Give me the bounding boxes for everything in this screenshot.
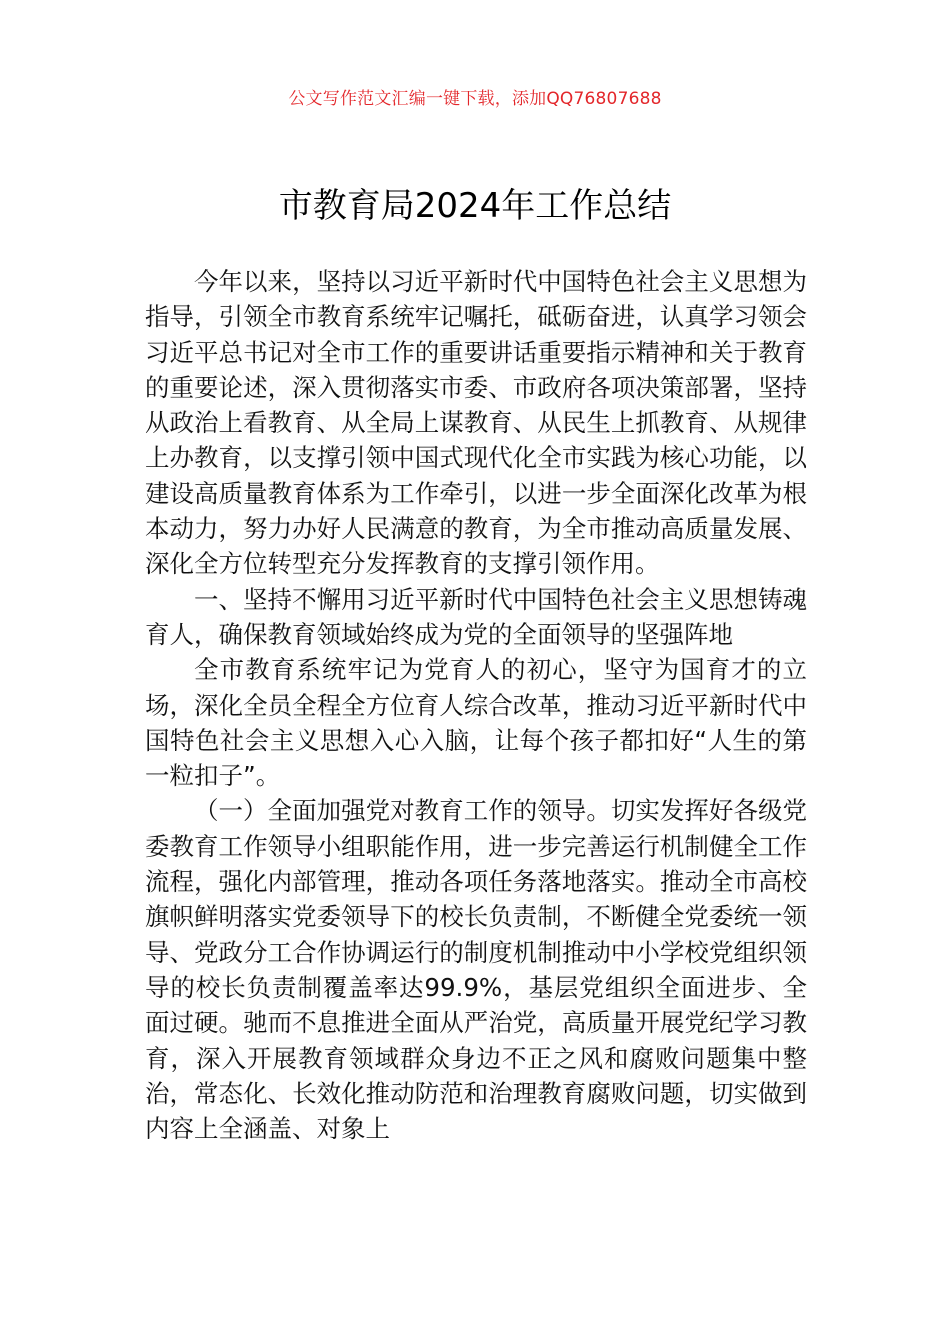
section-1-paragraph: 全市教育系统牢记为党育人的初心，坚守为国育才的立场，深化全员全程全方位育人综合改革，推动习近平新时代中国特色社会主义思想入心入脑，让每个孩子都扣好“人生的第一粒扣子”。 [145, 655, 807, 791]
subsection-1-paragraph: （一）全面加强党对教育工作的领导。切实发挥好各级党委教育工作领导小组职能作用，进一步完善运行机制健全工作流程，强化内部管理，推动各项任务落地落实。推动全市高校旗帜鲜明落实党委领导下的校长负责制，不断健全党委统一领导、党政分工合作协调运行的制度机制推动中小学校党组织领导的校长负责制覆盖率达99.9%，基层党组织全面进步、全面过硬。驰而不息推进全面从严治党，高质量开展党纪学习教育，深入开展教育领域群众身边不正之风和腐败问题集中整治，常态化、长效化推动防范和治理教育腐败问题，切实做到内容上全涵盖、对象上 [145, 796, 807, 1144]
document-body [145, 264, 807, 1146]
document-title: 市教育局2024年工作总结 [278, 186, 672, 226]
intro-paragraph: 今年以来，坚持以习近平新时代中国特色社会主义思想为指导，引领全市教育系统牢记嘱托，砥砺奋进，认真学习领会习近平总书记对全市工作的重要讲话重要指示精神和关于教育的重要论述，深入贯彻落实市委、市政府各项决策部署，坚持从政治上看教育、从全局上谋教育、从民生上抓教育、从规律上办教育，以支撑引领中国式现代化全市实践为核心功能，以建设高质量教育体系为工作牵引，以进一步全面深化改革为根本动力，努力办好人民满意的教育，为全市推动高质量发展、深化全方位转型充分发挥教育的支撑引领作用。 [145, 267, 807, 579]
download-banner[interactable]: 公文写作范文汇编一键下载，添加QQ76807688 [288, 89, 662, 109]
section-heading-1: 一、坚持不懈用习近平新时代中国特色社会主义思想铸魂育人，确保教育领域始终成为党的全面领导的坚强阵地 [145, 584, 807, 649]
